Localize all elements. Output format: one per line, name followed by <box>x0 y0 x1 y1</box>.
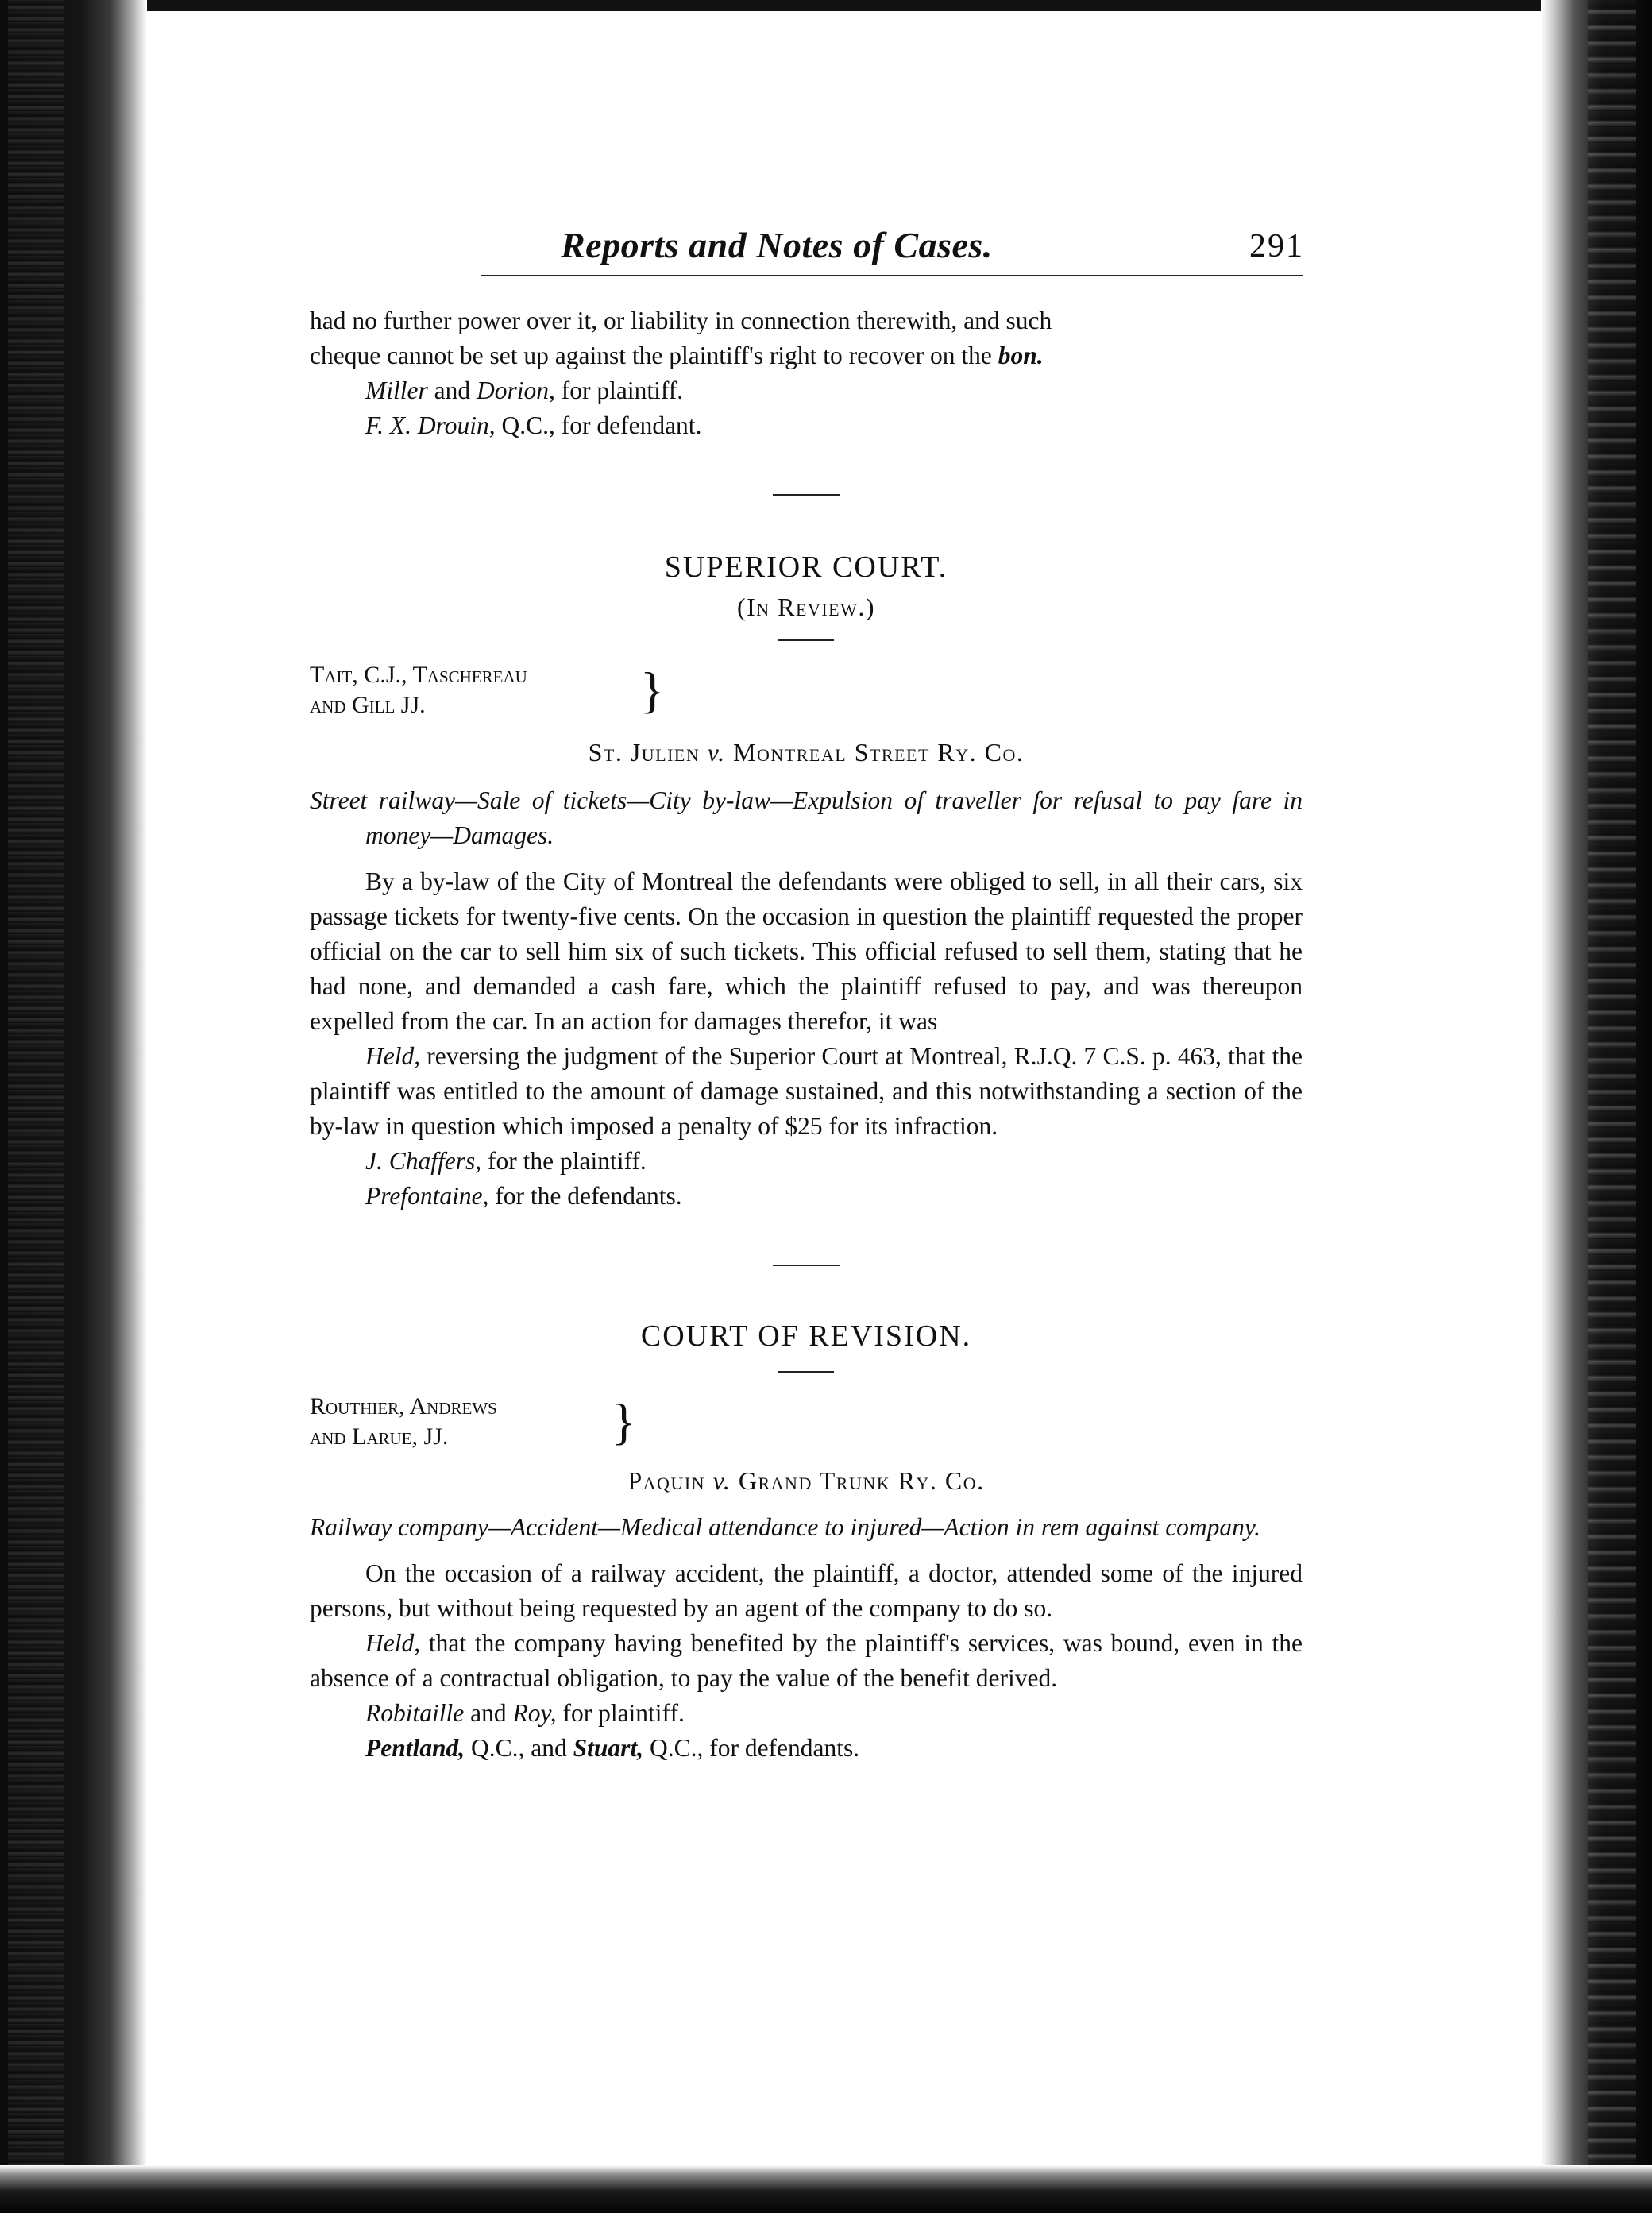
case-body: By a by-law of the City of Montreal the defendants were obliged to sell, in all their cars, six passage tickets for twenty-five cents. On the occasion in question the plaintiff requested the proper official on the car to sell him six of such tickets. This official refused to sell them, stating that he had none, and demanded a cash fare, which the plaintiff refused to pay, and was thereupon expelled from the car. In an action for damages therefor, it was <box>310 867 1303 1035</box>
scan-left-edge <box>0 0 147 2213</box>
headnote: Street railway—Sale of tickets—City by-law—Expulsion of traveller for refusal to pay fare in money—Damages. <box>310 786 1303 849</box>
running-head <box>310 214 1303 278</box>
judges-line-1: Tait, C.J., Taschereau <box>310 662 527 688</box>
judges <box>310 660 1303 730</box>
scan-bottom-edge <box>0 2165 1652 2213</box>
page-number: 291 <box>1249 228 1304 265</box>
held: Held, that the company having benefited by the plaintiff's services, was bound, even in the absence of a contractual obligation, to pay the value of the benefit derived. <box>310 1629 1303 1692</box>
counsel-defendant: F. X. Drouin, Q.C., for defendant. <box>365 411 702 439</box>
scan-top-edge <box>0 0 1652 11</box>
counsel-defendant: Pentland, Q.C., and Stuart, Q.C., for defendants. <box>365 1734 860 1762</box>
case-body: On the occasion of a railway accident, the plaintiff, a doctor, attended some of the injured persons, but without being requested by an agent of the company to do so. <box>310 1559 1303 1622</box>
court-title: SUPERIOR COURT. <box>664 550 948 584</box>
judges-line-2: and Gill JJ. <box>310 692 426 718</box>
judges-brace: } <box>640 662 665 718</box>
page-content <box>310 214 1303 1766</box>
judges-line-1: Routhier, Andrews <box>310 1393 497 1419</box>
judges <box>310 1392 1303 1462</box>
counsel-defendant: Prefontaine, for the defendants. <box>365 1182 682 1210</box>
counsel-plaintiff: Miller and Dorion, for plaintiff. <box>365 377 684 404</box>
continuation-line-2: cheque cannot be set up against the plaintiff's right to recover on the bon. <box>310 342 1044 369</box>
case-st-julien <box>310 550 1303 1214</box>
running-title: Reports and Notes of Cases. <box>561 225 993 265</box>
header-rule <box>481 275 1303 276</box>
counsel-plaintiff: J. Chaffers, for the plaintiff. <box>365 1147 647 1175</box>
case-name: Paquin v. Grand Trunk Ry. Co. <box>627 1466 985 1495</box>
held: Held, reversing the judgment of the Superior Court at Montreal, R.J.Q. 7 C.S. p. 463, that the plaintiff was entitled to the amount of damage sustained, and this notwithstanding a section of the by-law in question which imposed a penalty of $25 for its infraction. <box>310 1042 1303 1140</box>
scan-right-edge <box>1541 0 1652 2213</box>
court-title: COURT OF REVISION. <box>640 1319 972 1353</box>
judges-line-2: and Larue, JJ. <box>310 1423 449 1450</box>
counsel-plaintiff: Robitaille and Roy, for plaintiff. <box>365 1699 685 1727</box>
court-subtitle: (In Review.) <box>736 593 876 621</box>
case-name: St. Julien v. Montreal Street Ry. Co. <box>588 738 1025 767</box>
continuation-line-1: had no further power over it, or liability in connection therewith, and such <box>310 307 1052 334</box>
judges-brace: } <box>612 1393 636 1450</box>
case-paquin <box>310 1319 1303 1766</box>
headnote: Railway company—Accident—Medical attendance to injured—Action in rem against company. <box>310 1513 1261 1541</box>
